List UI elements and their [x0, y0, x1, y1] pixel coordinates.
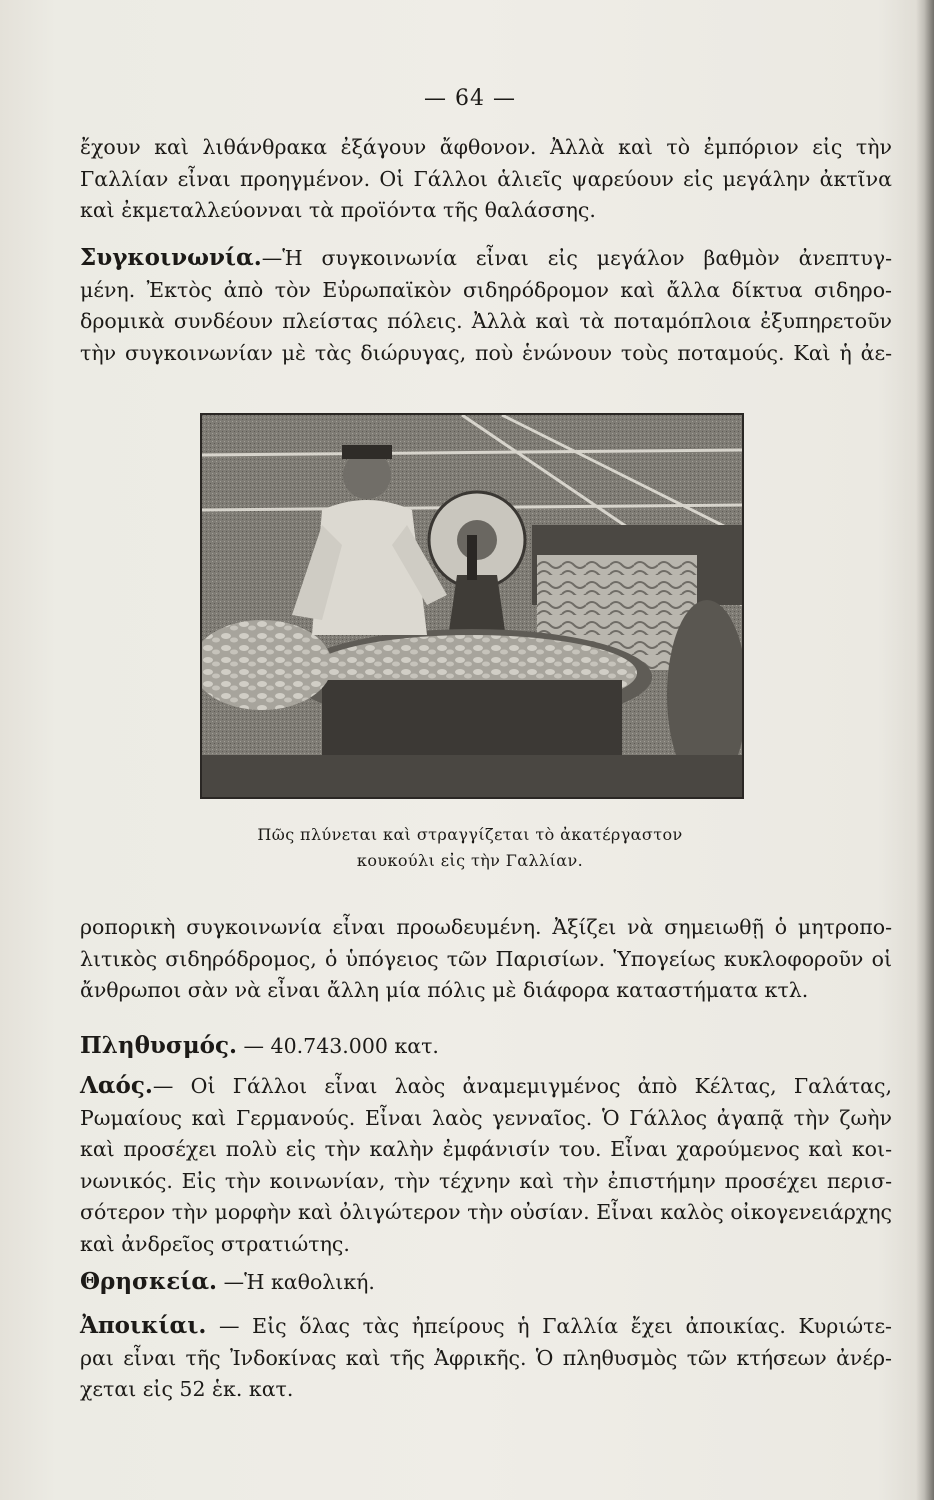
text-line: καὶ προσέχει πολὺ εἰς τὴν καλὴν ἐμφάνισίν του. Εἶναι χαρούμενος καὶ κοι- — [80, 1137, 892, 1161]
section-heading-colonies: Ἀποικίαι. — [80, 1312, 207, 1339]
text-line: ραι εἶναι τῆς Ἰνδοκίνας καὶ τῆς Ἀφρικῆς. Ὁ πληθυσμὸς τῶν κτήσεων ἀνέρ- — [80, 1345, 892, 1370]
population-section — [80, 1030, 892, 1063]
text-line: τὴν συγκοινωνίαν μὲ τὰς διώρυγας, ποὺ ἑνώνουν τοὺς ποταμούς. Καὶ ἡ ἀε- — [80, 340, 892, 365]
text-line — [80, 1266, 892, 1299]
caption-line: κουκούλι εἰς τὴν Γαλλίαν. — [356, 851, 584, 870]
colonies-section — [80, 1310, 892, 1406]
text-line: σότερον τὴν μορφὴν καὶ ὀλιγώτερον τὴν οὐσίαν. Εἶναι καλὸς οἰκογενειάρχης — [80, 1200, 892, 1224]
text-fragment: —Ἡ συγκοινωνία εἶναι εἰς μεγάλον βαθμὸν ἀνεπτυγ- — [261, 246, 892, 270]
caption-line: Πῶς πλύνεται καὶ στραγγίζεται τὸ ἀκατέργαστον — [257, 825, 683, 844]
section-heading-religion: Θρησκεία. — [80, 1268, 218, 1295]
religion-value: —Ἡ καθολική. — [217, 1270, 375, 1294]
population-value: — 40.743.000 κατ. — [237, 1034, 439, 1058]
page-binding-shadow — [916, 0, 934, 1500]
photograph-cocoon-washing — [200, 413, 744, 799]
section-heading-people: Λαός. — [80, 1072, 153, 1099]
text-line: ἔχουν καὶ λιθάνθρακα ἐξάγουν ἄφθονον. Ἀλλὰ καὶ τὸ ἐμπόριον εἰς τὴν — [80, 135, 892, 159]
text-line — [80, 242, 892, 275]
photo-illustration — [202, 415, 742, 797]
text-line: καὶ ἐκμεταλλεύονναι τὰ προϊόντα τῆς θαλάσσης. — [80, 198, 596, 222]
text-fragment: — Οἱ Γάλλοι εἶναι λαὸς ἀναμεμιγμένος ἀπὸ Κέλτας, Γαλάτας, — [152, 1074, 892, 1098]
communication-section — [80, 242, 892, 369]
text-line: χεται εἰς 52 ἑκ. κατ. — [80, 1377, 294, 1401]
religion-section — [80, 1266, 892, 1299]
photo-caption — [200, 822, 740, 874]
text-line: Γαλλίαν εἶναι προηγμένον. Οἱ Γάλλοι ἁλιεῖς ψαρεύουν εἰς μεγάλην ἀκτῖνα — [80, 166, 892, 191]
section-heading-population: Πληθυσμός. — [80, 1032, 238, 1059]
text-line: μένη. Ἐκτὸς ἀπὸ τὸν Εὐρωπαϊκὸν σιδηρόδρομον καὶ ἄλλα δίκτυα σιδηρο- — [80, 277, 892, 302]
text-line: Ρωμαίους καὶ Γερμανούς. Εἶναι λαὸς γενναῖος. Ὁ Γάλλος ἀγαπᾷ τὴν ζωὴν — [80, 1105, 892, 1130]
people-section — [80, 1070, 892, 1260]
page-number: — 64 — — [424, 86, 516, 111]
text-line: νωνικός. Εἰς τὴν κοινωνίαν, τὴν τέχνην καὶ τὴν ἐπιστήμην προσέχει περισ- — [80, 1168, 892, 1193]
section-heading-communication: Συγκοινωνία. — [80, 244, 262, 271]
text-line — [80, 1310, 892, 1343]
text-line: ροπορικὴ συγκοινωνία εἶναι προωδευμένη. Ἀξίζει νὰ σημειωθῇ ὁ μητροπο- — [80, 915, 892, 939]
floor — [202, 755, 742, 797]
text-line: καὶ ἀνδρεῖος στρατιώτης. — [80, 1231, 350, 1256]
text-line: ἄνθρωποι σὰν νὰ εἶναι ἄλλη μία πόλις μὲ διάφορα καταστήματα κτλ. — [80, 978, 809, 1002]
text-line — [80, 1030, 892, 1063]
rail-paragraph — [80, 912, 892, 1007]
text-line — [80, 1070, 892, 1103]
text-line: δρομικὰ συνδέουν πλείστας πόλεις. Ἀλλὰ καὶ τὰ ποταμόπλοια ἐξυπηρετοῦν — [80, 309, 892, 333]
top-paragraph — [80, 132, 892, 227]
text-fragment: — Εἰς ὅλας τὰς ἠπείρους ἡ Γαλλία ἔχει ἀποικίας. Κυριώτε- — [206, 1314, 892, 1338]
text-line: λιτικὸς σιδηρόδρομος, ὁ ὑπόγειος τῶν Παρισίων. Ὑπογείως κυκλοφοροῦν οἱ — [80, 946, 892, 971]
